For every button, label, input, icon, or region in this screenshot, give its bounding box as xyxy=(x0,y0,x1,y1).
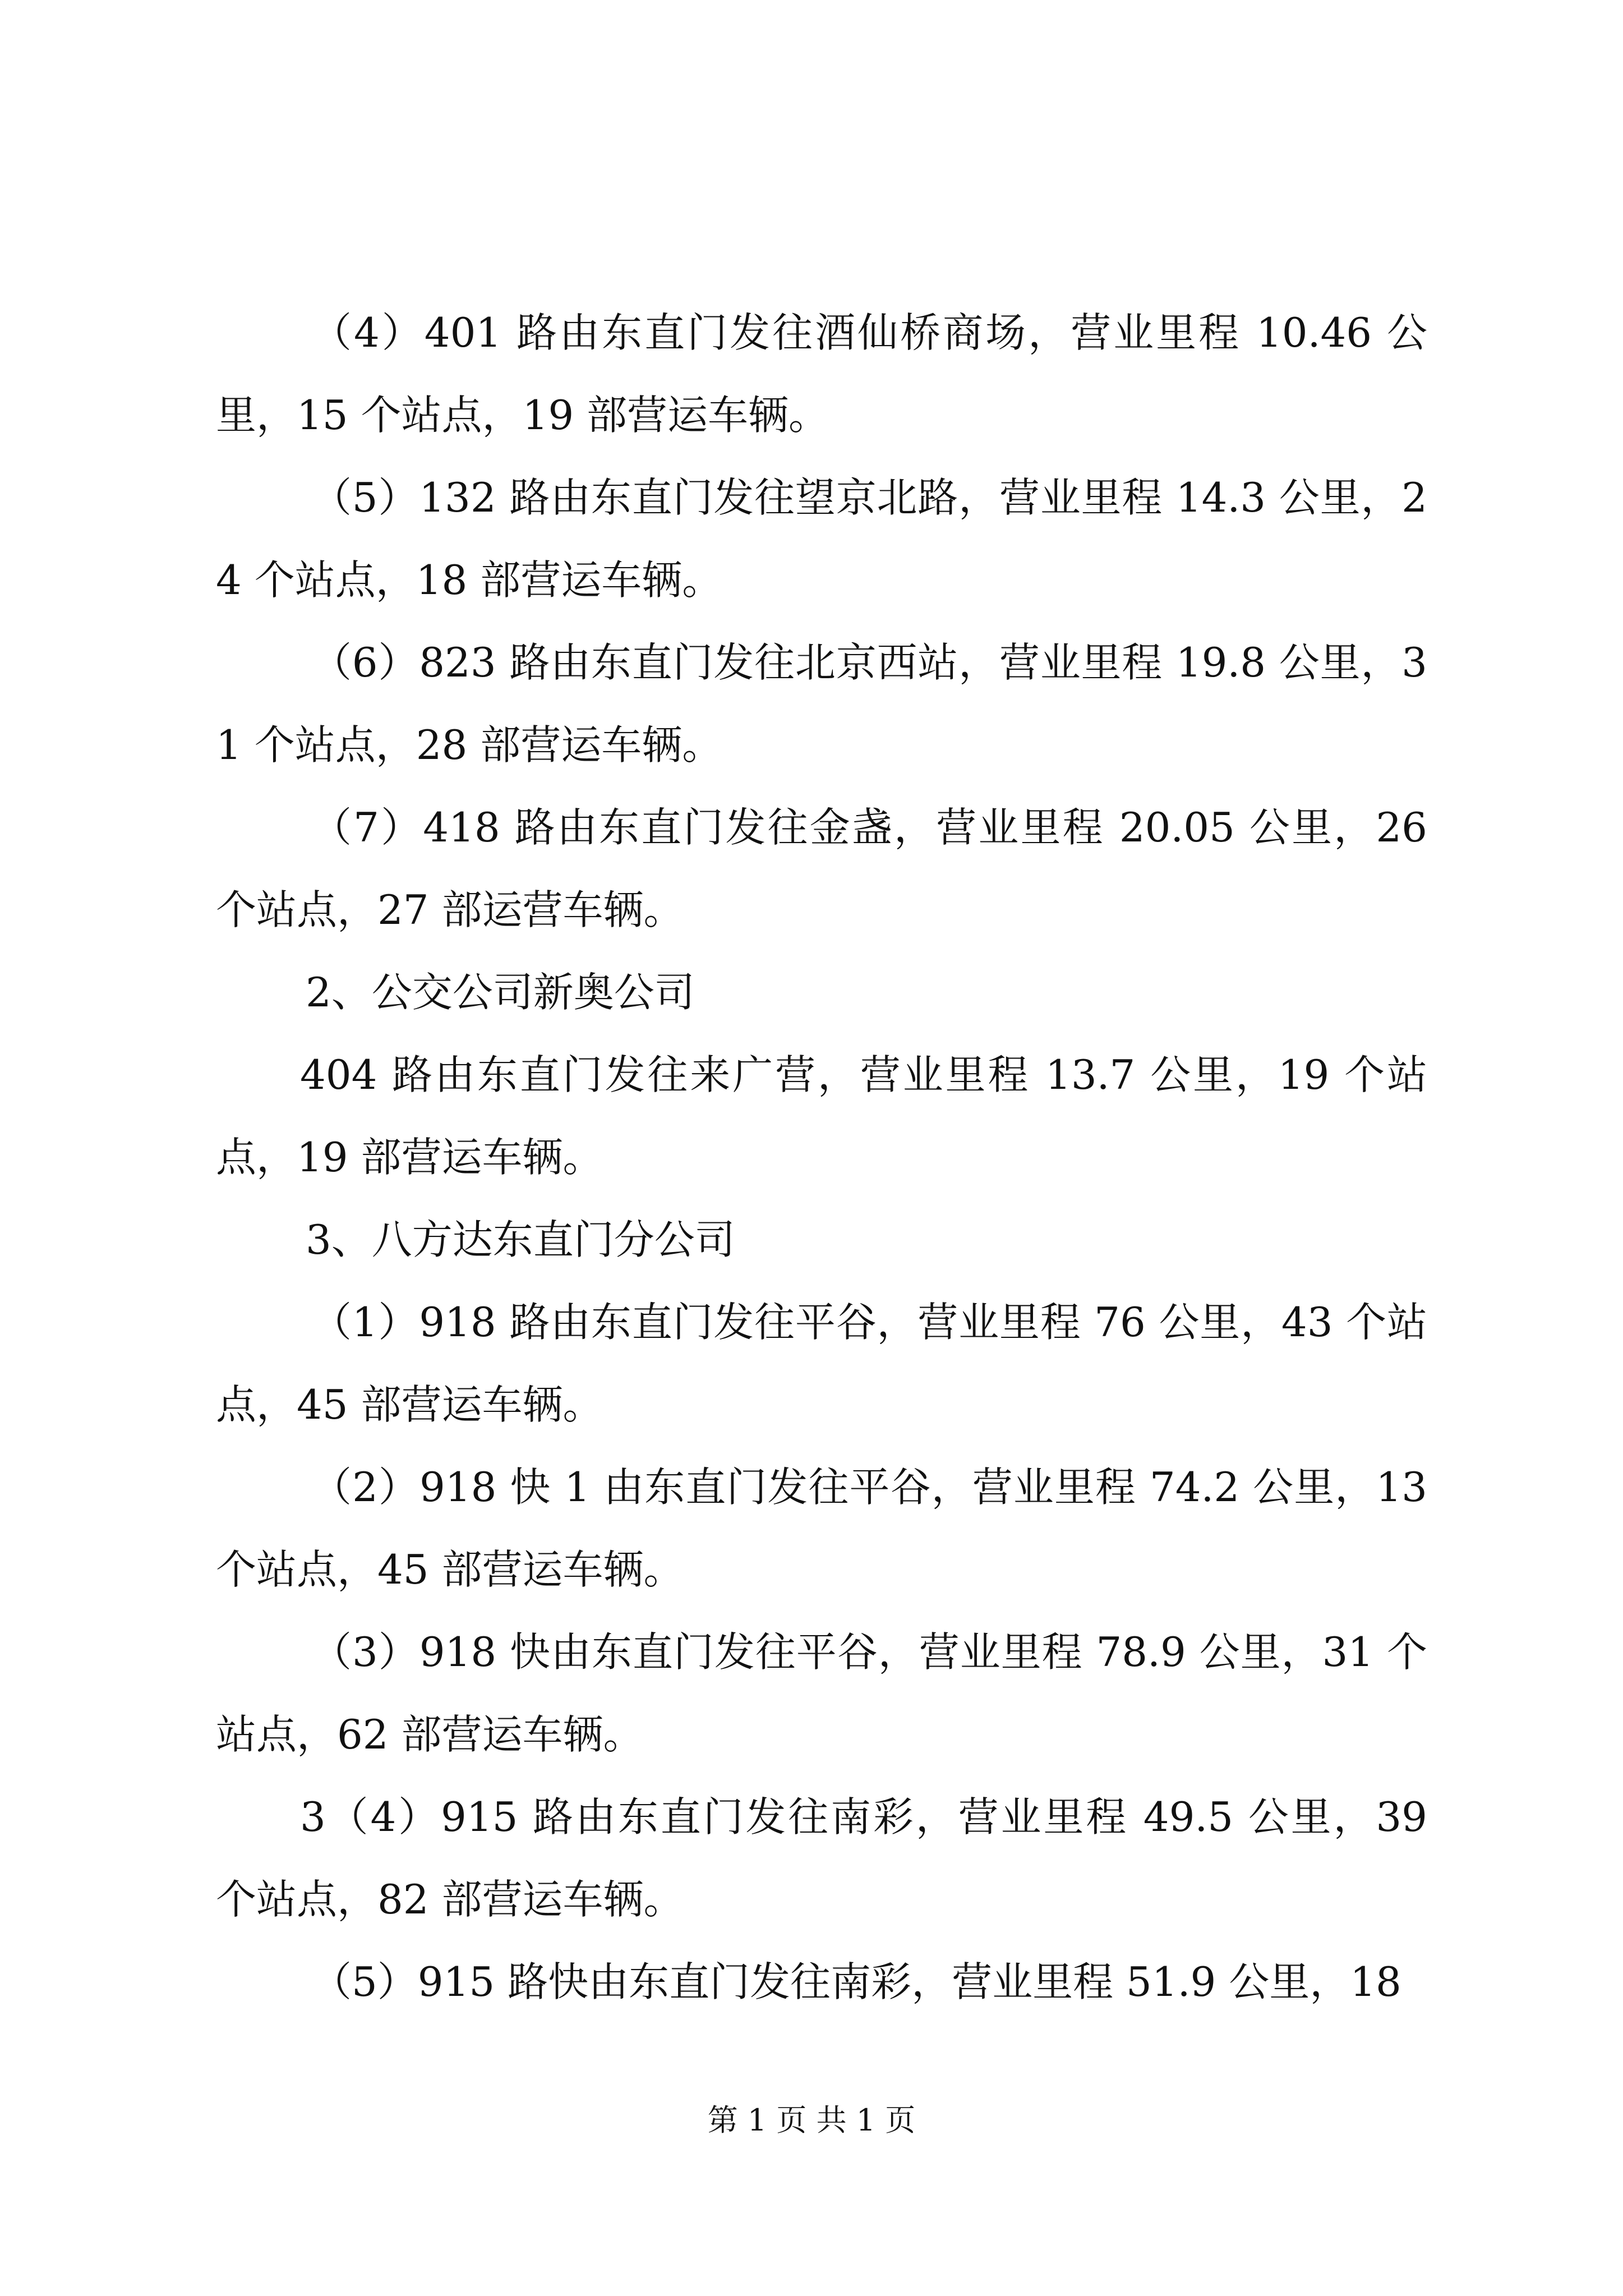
document-body xyxy=(216,292,1427,2023)
paragraph-route-915-express: （5）915 路快由东直门发往南彩，营业里程 51.9 公里，18 xyxy=(311,1958,1401,2005)
paragraph-route-132: （5）132 路由东直门发往望京北路，营业里程 14.3 公里，24 个站点，18 部营运车辆。 xyxy=(216,474,1427,604)
paragraph-route-823: （6）823 路由东直门发往北京西站，营业里程 19.8 公里，31 个站点，28 部营运车辆。 xyxy=(216,639,1427,769)
paragraph-route-918-express: （3）918 快由东直门发往平谷，营业里程 78.9 公里，31 个站点，62 部营运车辆。 xyxy=(216,1628,1427,1758)
paragraph-route-918-express-1: （2）918 快 1 由东直门发往平谷，营业里程 74.2 公里，13 个站点，45 部营运车辆。 xyxy=(216,1464,1427,1593)
section-heading-bafangda: 3、八方达东直门分公司 xyxy=(306,1216,735,1263)
paragraph-route-404: 404 路由东直门发往来广营，营业里程 13.7 公里，19 个站点，19 部营运车辆。 xyxy=(216,1051,1427,1181)
section-heading-xinao: 2、公交公司新奥公司 xyxy=(306,969,695,1016)
paragraph-route-418: （7）418 路由东直门发往金盏，营业里程 20.05 公里，26 个站点，27 部运营车辆。 xyxy=(216,804,1427,933)
paragraph-route-401: （4）401 路由东直门发往酒仙桥商场，营业里程 10.46 公里，15 个站点，19 部营运车辆。 xyxy=(216,309,1427,439)
page-footer: 第 1 页 共 1 页 xyxy=(707,2102,916,2138)
paragraph-route-915: 3（4）915 路由东直门发往南彩，营业里程 49.5 公里，39 个站点，82 部营运车辆。 xyxy=(216,1793,1427,1923)
paragraph-route-918: （1）918 路由东直门发往平谷，营业里程 76 公里，43 个站点，45 部营运车辆。 xyxy=(216,1299,1427,1428)
